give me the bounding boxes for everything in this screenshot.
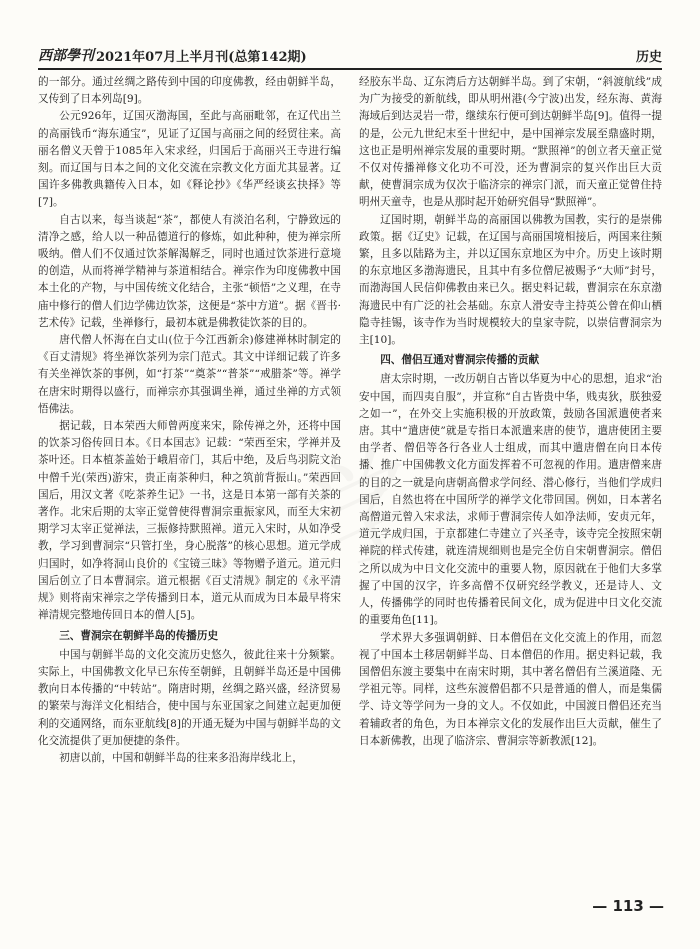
paragraph: 学术界大多强调朝鲜、日本僧侣在文化交流上的作用，而忽视了中国本土移居朝鲜半岛、日本僧侣的作用。据史料记载，我国僧侣东渡主要集中在南宋时期，其中著名僧侣有兰溪道隆、无学祖元等。同样，这些东渡僧侣都不只是普通的僧人，而是集儒学、诗文等学问为一身的文人。不仅如此，中国渡日僧侣还充当着辅政者的角色，为日本禅宗文化的发展作出巨大贡献，催生了日本新佛教，出现了临济宗、曹洞宗等新教派[12]。 — [359, 631, 662, 747]
paragraph: 自古以来，每当谈起“茶”，都使人有淡泊名利，宁静致远的清净之感，给人以一种品德道行的修炼，如此种种，使为禅宗所吸纳。僧人们不仅通过饮茶解渴解乏，同时也通过饮茶进行意境的创造，从而将禅学精神与茶道相结合。禅宗作为印度佛教中国本土化的产物，与中国传统文化结合，主张“顿悟”之义理，在寺庙中修行的僧人们边学佛边饮茶，这便是“茶中方道”。据《晋书·艺术传》记载，坐禅修行，最初本就是佛教徒饮茶的目的。 — [38, 213, 341, 329]
paragraph: 据记载，日本荣西大师曾两度来宋，除传禅之外，还将中国的饮茶习俗传回日本。《日本国志》记载：“荣西至宋，学禅并及茶叶还。日本植茶盖始于峨眉帝门，其后中绝，及后鸟羽院文治中僧千光(荣西)游宋，贵正南茶种归，种之筑前背振山。”荣西回国后，用汉文著《吃茶养生记》一书，这是日本第一部有关茶的著作。北宋后期的太宰正觉曾使得曹洞宗重振家风，而至大宋初期学习太宰正觉禅法，三振修持默照禅。道元入宋时，从如净受教，学习到曹洞宗“只管打坐，身心脱落”的核心思想。道元学成归国时，如净将洞山良价的《宝镜三昧》等物赠予道元。道元归国后创立了日本曹洞宗。道元根据《百丈清规》制定的《永平清规》则将南宋禅宗之学传播到日本，道元从而成为日本最早将宋禅清规完整地传回日本的僧人[5]。 — [38, 420, 341, 622]
section-label: 历史 — [635, 50, 662, 65]
right-column — [359, 74, 662, 884]
paragraph: 初唐以前，中国和朝鲜半岛的往来多沿海岸线北上， — [59, 751, 303, 764]
faint-watermark: 学 — [280, 427, 449, 604]
left-column — [38, 74, 341, 884]
journal-logo: 西部學刊 — [38, 48, 94, 64]
paragraph: 公元926年，辽国灭渤海国，至此与高丽毗邻，在辽代出兰的高丽钱币“海东通宝”，见证了辽国与高丽之间的经贸往来。高丽名僧义天曾于1085年入宋求经，归国后于高丽兴王寺进行编刻。而辽国与日本之间的文化交流在宗教文化方面尤其显著。辽国许多佛教典籍传入日本，如《释论抄》《华严经谈玄抉择》等[7]。 — [38, 110, 341, 209]
section-heading: 三、曹洞宗在朝鲜半岛的传播历史 — [59, 629, 219, 642]
paragraph: 中国与朝鲜半岛的文化交流历史悠久，彼此往来十分频繁。实际上，中国佛教文化早已东传至朝鲜，且朝鲜半岛还是中国佛教向日本传播的“中转站”。隋唐时期，丝绸之路兴盛，经济贸易的繁荣与海洋文化相结合，使中国与东亚国家之间建立起更加便利的交通网络，而东亚航线[8]的开通无疑为中国与朝鲜半岛的文化交流提供了更加便捷的条件。 — [38, 648, 341, 747]
header-left — [38, 45, 307, 68]
running-header — [38, 46, 662, 70]
paragraph: 唐代僧人怀海在白丈山(位于今江西新余)修建禅林时制定的《百丈清规》将坐禅饮茶列为宗门范式。其文中详细记载了许多有关坐禅饮茶的事例，如“打茶”“奠茶”“普茶”“戒腊茶”等。禅学在唐宋时期得以盛行，而禅宗亦其强调坐禅，通过坐禅的方式领悟佛法。 — [38, 334, 341, 415]
article-body — [38, 74, 662, 884]
page-number: — 113 — — [592, 897, 664, 915]
section-heading: 四、僧侣互通对曹洞宗传播的贡献 — [380, 354, 540, 367]
issue-info: 2021年07月上半月刊(总第142期) — [96, 50, 307, 65]
paragraph: 经胶东半岛、辽东湾后方达朝鲜半岛。到了宋朝，“斜渡航线”成为广为接受的新航线，即从明州港(今宁波)出发，经东海、黄海海域后到达灵岩一带，继续东行便可到达朝鲜半岛[9]。值得一提的是，公元九世纪末至十世纪中，是中国禅宗发展至鼎盛时期，这也正是明州禅宗发展的重要时期。“默照禅”的创立者天童正觉不仅对传播禅修文化功不可没，还为曹洞宗的复兴作出巨大贡献，使曹洞宗成为仅次于临济宗的禅宗门派，而天童正觉曾住持明州天童寺，也是从那时起开始研究倡导“默照禅”。 — [359, 76, 662, 209]
paragraph: 辽国时期，朝鲜半岛的高丽国以佛教为国教，实行的是崇佛政策。据《辽史》记载，在辽国与高丽国境相接后，两国来往频繁，且多以陆路为主，并以辽国东京地区为中介。历史上该时期的东京地区多渤海遗民，且其中有多位僧尼被赐予“大师”封号，而渤海国人民信仰佛教由来已久。据史料记载，曹洞宗在东京渤海遗民中有广泛的社会基础。东京人滑安寺主持英公曾在仰山栖隐寺挂锡，该寺作为当时规模较大的皇家寺院，以崇信曹洞宗为主[10]。 — [359, 213, 662, 347]
paragraph: 唐太宗时期，一改历朝自古皆以华夏为中心的思想，追求“治安中国，而四夷自服”，并宣称“自古皆贵中华，贱夷狄，朕独爱之如一”，在外交上实施积极的开放政策，鼓励各国派遣使者来唐。其中“遣唐使”就是专指日本派遣来唐的使节，遣唐使团主要由学者、僧侣等各行各业人士组成，而其中遣唐僧在向日本传播、推广中国佛教文化方面发挥着不可忽视的作用。遣唐僧来唐的目的之一就是向唐朝高僧求学问经、潜心修行，当他们学成归国后，自然也将在中国所学的禅学文化带回国。例如，日本著名高僧道元曾入宋求法，求师于曹洞宗传人如净法师，安贞元年，道元学成归国，于京都建仁寺建立了兴圣寺，该寺完全按照宋朝禅院的样式传建，就连清规细则也是完全仿自宋朝曹洞宗。僧侣之所以成为中日文化交流中的重要人物，原因就在于他们大多掌握了中国的汉字，许多高僧不仅研究经学教义，还是诗人、文人，传播佛学的同时也传播着民间文化，成为促进中日文化交流的重要角色[11]。 — [359, 373, 662, 627]
paragraph: 的一部分。通过丝绸之路传到中国的印度佛教，经由朝鲜半岛，又传到了日本列岛[9]。 — [38, 76, 341, 106]
